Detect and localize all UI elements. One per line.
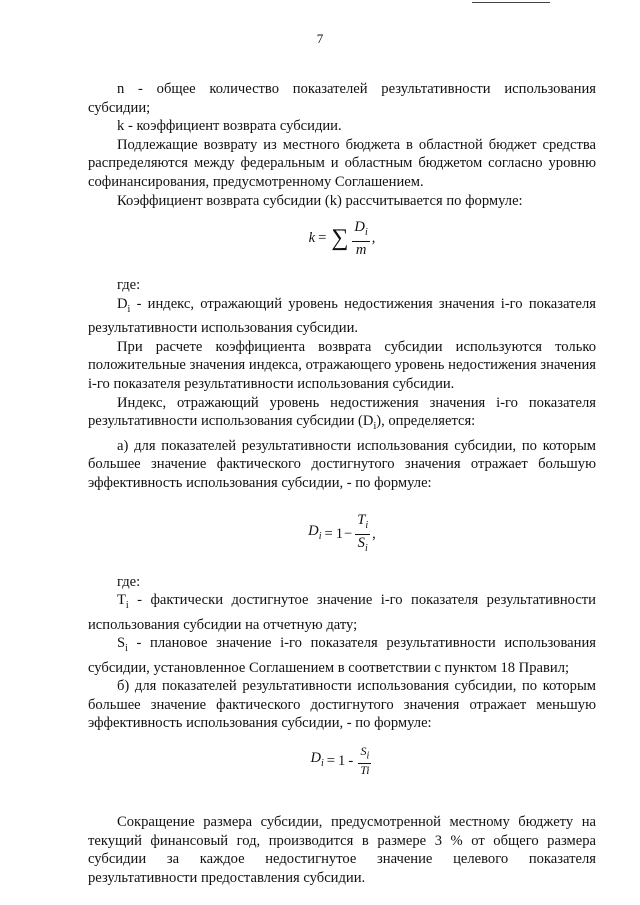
- formula-a-lhs-letter: D: [308, 523, 319, 540]
- formula-b-lhs: [310, 749, 323, 774]
- formula-a-tail: ,: [372, 526, 376, 543]
- formula-a-lhs: [308, 522, 321, 547]
- formula-k-tail: ,: [371, 229, 376, 246]
- sum-symbol: ∑: [331, 225, 349, 252]
- formula-a-one: 1: [335, 526, 344, 543]
- formula-b-denominator: Ti: [360, 762, 370, 777]
- formula-a-eq: =: [324, 526, 333, 543]
- index-text-a: Индекс, отражающий уровень недостижения значения i-го показателя результативности использования субсидии (D: [88, 394, 596, 430]
- formula-b-one: 1: [338, 752, 346, 769]
- formula-a-numerator: [355, 512, 370, 535]
- formula-k-lhs: k: [308, 229, 316, 246]
- formula-a-num-sub: i: [365, 520, 369, 531]
- para-k-definition: k - коэффициент возврата субсидии.: [117, 118, 342, 135]
- formula-k-fraction: [352, 219, 369, 258]
- where-label-1: где:: [117, 277, 141, 294]
- formula-b-eq: =: [326, 752, 336, 769]
- formula-k: [88, 220, 596, 256]
- formula-a-den-sub: i: [364, 542, 368, 554]
- formula-a-denominator: [356, 535, 370, 557]
- di-letter: D: [117, 295, 128, 312]
- para-coef-formula-intro: Коэффициент возврата субсидии (k) рассчитывается по формуле:: [117, 192, 523, 209]
- formula-a-fraction: [355, 512, 370, 557]
- para-si-definition: [88, 634, 596, 677]
- si-letter: S: [117, 635, 126, 652]
- para-positive-values: При расчете коэффициента возврата субсидии используются только положительные значения индекса, отражающего уровень недостижения значения i-го показателя результативности использования субсидии.: [88, 338, 596, 393]
- formula-k-eq: =: [318, 229, 327, 246]
- formula-b-minus: -: [348, 752, 354, 769]
- header-rule: [472, 2, 550, 3]
- formula-b-lhs-letter: D: [310, 749, 321, 766]
- formula-k-num-sub: i: [364, 226, 368, 238]
- formula-di-b: [88, 743, 596, 779]
- di-text: - индекс, отражающий уровень недостижения значения i-го показателя результативности использования субсидии.: [88, 295, 596, 337]
- formula-a-num-letter: T: [357, 512, 366, 529]
- para-index-defined: [88, 394, 596, 437]
- formula-k-denominator: m: [355, 241, 367, 258]
- formula-k-numerator: [352, 219, 369, 242]
- document-body: [88, 80, 596, 887]
- formula-di-a: [88, 512, 596, 554]
- para-ti-definition: [88, 591, 596, 634]
- para-subsidy-reduction: Сокращение размера субсидии, предусмотренной местному бюджету на текущий финансовый год, производится в размере 3 % от общего размера субсидии за каждое недостигнутое значение целевого показателя результативности предоставления субсидии.: [88, 814, 596, 886]
- formula-b-num-sub: i: [366, 750, 370, 762]
- para-n-definition: n - общее количество показателей результативности использования субсидии;: [88, 81, 596, 116]
- para-return-distribution: Подлежащие возврату из местного бюджета в областной бюджет средства распределяются между федеральным и областным бюджетом согласно уровню софинансирования, предусмотренному Соглашением.: [88, 136, 596, 190]
- formula-a-den-letter: S: [357, 535, 365, 551]
- ti-text: - фактически достигнутое значение i-го показателя результативности использования субсидии на отчетную дату;: [88, 592, 596, 633]
- ti-sub: i: [125, 600, 129, 611]
- where-label-2: где:: [117, 573, 141, 590]
- para-case-a: а) для показателей результативности использования субсидии, по которым большее значение фактического достигнутого значения отражает большую эффективность использования субсидии, - по формуле:: [88, 437, 596, 491]
- formula-a-minus: −: [344, 526, 353, 543]
- di-sub: i: [127, 303, 131, 315]
- formula-b-num-letter: S: [360, 744, 367, 759]
- ti-letter: T: [117, 592, 126, 609]
- page-number: 7: [316, 31, 324, 46]
- formula-b-fraction: [358, 745, 371, 776]
- para-case-b: б) для показателей результативности использования субсидии, по которым большее значение фактического достигнутого значения отражает меньшую эффективность использования субсидии, - по формуле:: [88, 678, 596, 732]
- formula-b-numerator: [358, 745, 371, 763]
- formula-b-lhs-sub: i: [321, 757, 324, 769]
- si-text: - плановое значение i-го показателя результативности использования субсидии, установленное Соглашением в соответствии с пунктом 18 Правил;: [88, 635, 596, 676]
- index-text-b: ), определяется:: [376, 413, 476, 430]
- index-sub: i: [373, 421, 377, 433]
- si-sub: i: [125, 643, 128, 655]
- para-di-definition: [88, 295, 596, 338]
- formula-k-num-letter: D: [354, 218, 365, 235]
- formula-a-lhs-sub: i: [318, 531, 322, 543]
